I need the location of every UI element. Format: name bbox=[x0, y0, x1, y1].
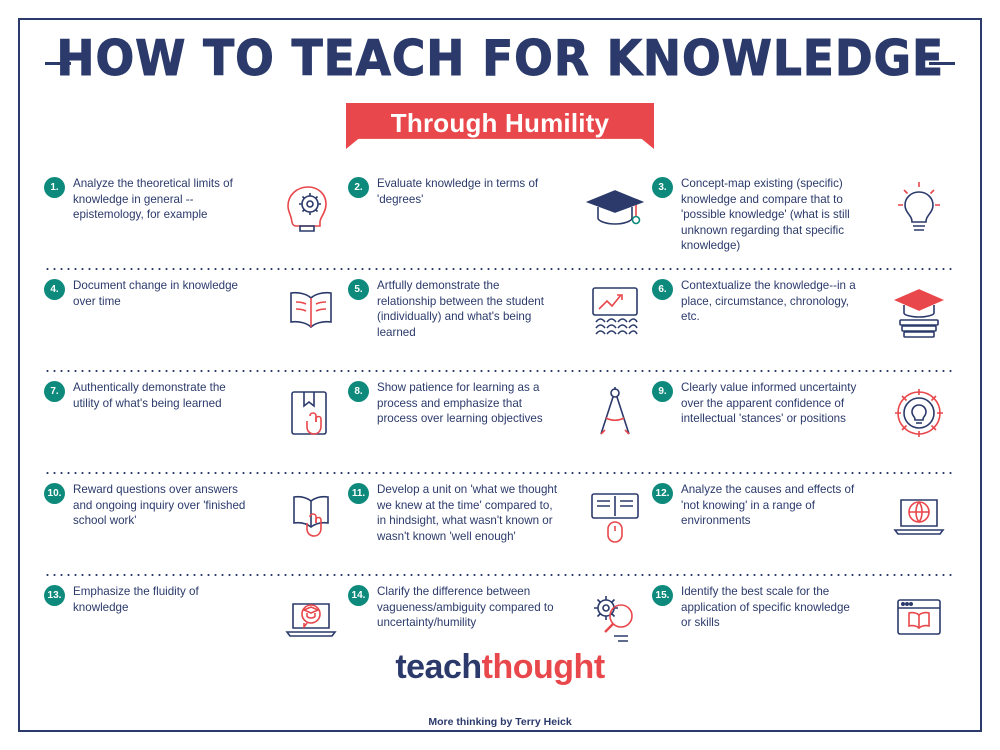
tip-item-5 bbox=[348, 278, 652, 362]
tip-text: Artfully demonstrate the relationship between the student (individually) and what's being learned bbox=[377, 279, 544, 339]
book-hand-icon bbox=[280, 484, 342, 546]
tip-text: Identify the best scale for the application of specific knowledge or skills bbox=[681, 585, 850, 629]
tip-item-12 bbox=[652, 482, 956, 566]
book-mouse-icon bbox=[584, 484, 646, 546]
tip-text: Concept-map existing (specific) knowledge and compare that to 'possible knowledge' (what is still unknown regarding that specific knowledge) bbox=[681, 177, 850, 252]
head-gear-icon bbox=[280, 178, 342, 240]
tip-item-4 bbox=[44, 278, 348, 362]
tip-item-3 bbox=[652, 176, 956, 260]
open-book-icon bbox=[280, 280, 342, 342]
tip-text: Clarify the difference between vagueness/ambiguity compared to uncertainty/humility bbox=[377, 585, 554, 629]
tip-number: 7. bbox=[44, 381, 65, 402]
tip-text: Analyze the theoretical limits of knowledge in general --epistemology, for example bbox=[73, 177, 233, 221]
laptop-cap-chat-icon bbox=[280, 586, 342, 648]
page-title-text: HOW TO TEACH FOR KNOWLEDGE bbox=[56, 30, 944, 87]
tips-row bbox=[44, 474, 956, 576]
page-title bbox=[0, 30, 1000, 87]
tip-number: 11. bbox=[348, 483, 369, 504]
tips-row bbox=[44, 270, 956, 372]
graduation-cap-icon bbox=[584, 178, 646, 240]
tip-text: Show patience for learning as a process and emphasize that process over learning objectives bbox=[377, 381, 543, 425]
tip-number: 13. bbox=[44, 585, 65, 606]
tip-text: Authentically demonstrate the utility of what's being learned bbox=[73, 381, 226, 410]
brand-first: teach bbox=[395, 648, 482, 686]
lightbulb-icon bbox=[888, 178, 950, 240]
tip-number: 5. bbox=[348, 279, 369, 300]
tip-item-7 bbox=[44, 380, 348, 464]
tip-item-10 bbox=[44, 482, 348, 566]
tip-text: Contextualize the knowledge--in a place, circumstance, chronology, etc. bbox=[681, 279, 856, 323]
tip-number: 6. bbox=[652, 279, 673, 300]
tip-number: 4. bbox=[44, 279, 65, 300]
tip-item-8 bbox=[348, 380, 652, 464]
cap-on-books-icon bbox=[888, 280, 950, 342]
tip-text: Document change in knowledge over time bbox=[73, 279, 238, 308]
tip-number: 1. bbox=[44, 177, 65, 198]
tip-number: 8. bbox=[348, 381, 369, 402]
tips-row bbox=[44, 176, 956, 270]
gear-bulb-icon bbox=[888, 382, 950, 444]
tip-number: 14. bbox=[348, 585, 369, 606]
tip-number: 10. bbox=[44, 483, 65, 504]
tip-item-9 bbox=[652, 380, 956, 464]
tip-number: 2. bbox=[348, 177, 369, 198]
credit-line: More thinking by Terry Heick bbox=[428, 716, 572, 728]
tip-text: Analyze the causes and effects of 'not knowing' in a range of environments bbox=[681, 483, 855, 527]
compass-divider-icon bbox=[584, 382, 646, 444]
chart-growth-icon bbox=[584, 280, 646, 342]
gear-magnifier-icon bbox=[584, 586, 646, 648]
tip-number: 9. bbox=[652, 381, 673, 402]
tip-item-6 bbox=[652, 278, 956, 362]
tip-text: Reward questions over answers and ongoing inquiry over 'finished school work' bbox=[73, 483, 246, 527]
tip-number: 15. bbox=[652, 585, 673, 606]
laptop-globe-icon bbox=[888, 484, 950, 546]
tip-item-2 bbox=[348, 176, 652, 260]
tip-number: 12. bbox=[652, 483, 673, 504]
tip-item-11 bbox=[348, 482, 652, 566]
tip-text: Clearly value informed uncertainty over the apparent confidence of intellectual 'stances' or positions bbox=[681, 381, 857, 425]
brand-second: thought bbox=[481, 648, 605, 686]
brand-logo bbox=[0, 648, 1000, 687]
tips-grid bbox=[44, 176, 956, 678]
browser-book-icon bbox=[888, 586, 950, 648]
tips-row bbox=[44, 372, 956, 474]
tip-text: Evaluate knowledge in terms of 'degrees' bbox=[377, 177, 539, 206]
tip-text: Emphasize the fluidity of knowledge bbox=[73, 585, 199, 614]
tip-item-1 bbox=[44, 176, 348, 260]
subtitle-banner bbox=[346, 103, 654, 149]
banner-label: Through Humility bbox=[390, 108, 610, 138]
tip-text: Develop a unit on 'what we thought we knew at the time' compared to, in hindsight, what wasn't known or wasn't known 'well enough' bbox=[377, 483, 558, 543]
book-hand-tap-icon bbox=[280, 382, 342, 444]
tip-number: 3. bbox=[652, 177, 673, 198]
